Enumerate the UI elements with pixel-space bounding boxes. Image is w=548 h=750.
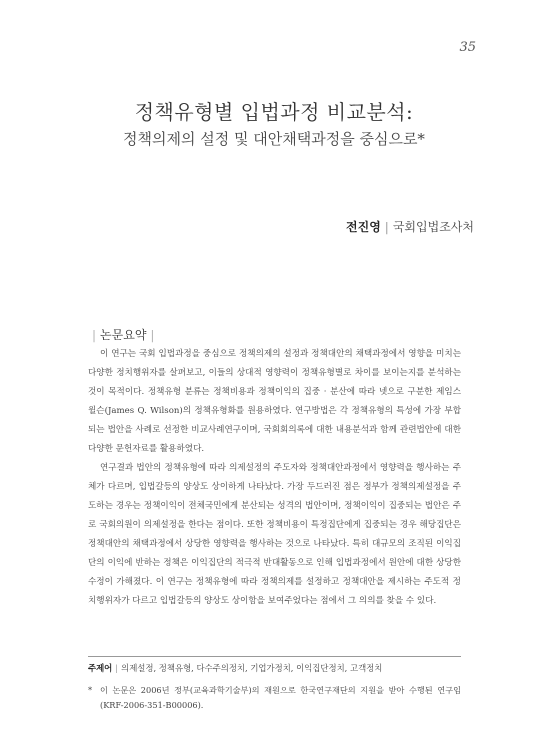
abstract-paragraph: 이 연구는 국회 입법과정을 중심으로 정책의제의 설정과 정책대안의 채택과정에서 영향을 미치는 다양한 정치행위자를 살펴보고, 이들의 상대적 영향력이 정책유형별로 차이를 보이는지를 분석하는 것이 목적이다. 정책유형 분류는 정책비용과 정책이익의 집중 · 분산에 따라 넷으로 구분한 제임스 윌슨(James Q. Wilson)의 정책유형화를 원용하였다. 연구방법은 각 정책유형의 특성에 가장 부합되는 법안을 사례로 선정한 비교사례연구이며, 국회회의록에 대한 내용분석과 함께 관련법안에 대한 다양한 문헌자료를 활용하였다. xyxy=(88,349,461,454)
keywords-text: 의제설정, 정책유형, 다수주의정치, 기업가정치, 이익집단정치, 고객정치 xyxy=(121,663,383,673)
abstract-paragraph: 연구결과 법안의 정책유형에 따라 의제설정의 주도자와 정책대안과정에서 영향력을 행사하는 주체가 다르며, 입법갈등의 양상도 상이하게 나타났다. 가장 두드러진 점은 정부가 정책의제설정을 주도하는 경우는 정책이익이 전체국민에게 분산되는 성격의 법안이며, 정책이익이 집중되는 법안은 주로 국회의원이 의제설정을 한다는 점이다. 또한 정책비용이 특정집단에게 집중되는 경우 해당집단은 정책대안의 채택과정에서 상당한 영향력을 행사하는 것으로 나타났다. 특히 대규모의 조직된 이익집단의 이익에 반하는 정책은 이익집단의 적극적 반대활동으로 인해 입법과정에서 원안에 대한 상당한 수정이 가해졌다. 이 연구는 정책유형에 따라 정책의제를 설정하고 정책대안을 제시하는 주도적 정치행위자가 다르고 입법갈등의 양상도 상이함을 보여주었다는 점에서 그 의의를 찾을 수 있다. xyxy=(88,463,461,606)
keywords-separator: | xyxy=(115,663,119,673)
footnote xyxy=(88,683,461,713)
keywords-line xyxy=(88,662,461,674)
page-number: 35 xyxy=(459,40,476,55)
paper-subtitle: 정책의제의 설정 및 대안채택과정을 중심으로* xyxy=(123,130,425,148)
abstract-body xyxy=(88,345,461,611)
keywords-divider xyxy=(88,656,461,657)
author-affiliation: 국회입법조사처 xyxy=(392,220,474,234)
abstract-heading-text: 논문요약 xyxy=(100,328,147,342)
author-line xyxy=(346,218,474,235)
paper-title: 정책유형별 입법과정 비교분석: xyxy=(134,100,414,124)
heading-bar-right: | xyxy=(150,328,155,342)
footnote-text: 이 논문은 2006년 정부(교육과학기술부)의 재원으로 한국연구재단의 지원을 받아 수행된 연구임(KRF-2006-351-B00006). xyxy=(100,685,461,710)
author-separator: | xyxy=(384,220,389,234)
author-name: 전진영 xyxy=(346,220,381,234)
abstract-heading xyxy=(88,326,158,343)
keywords-label: 주제어 xyxy=(88,663,113,673)
footnote-mark: * xyxy=(88,685,93,695)
heading-bar-left: | xyxy=(92,328,97,342)
